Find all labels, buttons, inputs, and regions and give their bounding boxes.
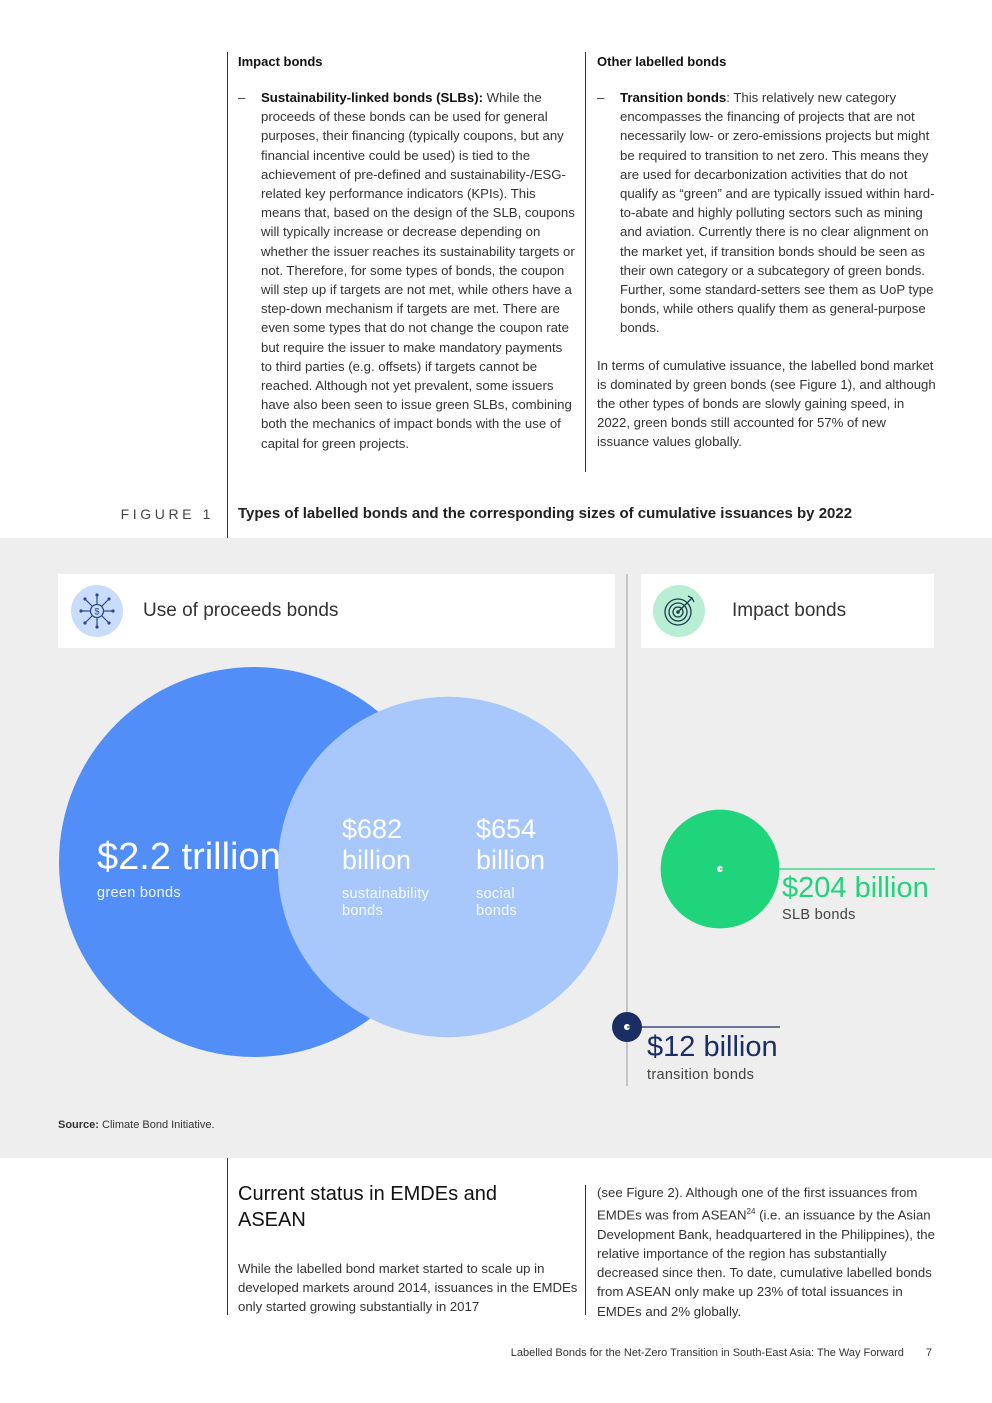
- left-column-rule: [227, 52, 228, 538]
- right-column-rule: [585, 52, 586, 472]
- right-column-heading: Other labelled bonds: [597, 54, 727, 69]
- source-text: Climate Bond Initiative.: [98, 1119, 215, 1131]
- slb-term: Sustainability-linked bonds (SLBs):: [261, 90, 484, 105]
- lower-right-rule: [585, 1185, 586, 1315]
- sustainability-bonds-value: $682 billion: [342, 814, 412, 875]
- transition-bullet: [597, 88, 937, 338]
- social-bonds-name: social bonds: [476, 886, 518, 919]
- transition-term: Transition bonds: [620, 90, 727, 105]
- svg-text:$: $: [94, 606, 100, 617]
- use-of-proceeds-label: Use of proceeds bonds: [143, 600, 339, 621]
- lower-right-text-1: (see Figure 2). Although one of the first issuances from EMDEs was from ASEAN: [597, 1185, 918, 1223]
- footnote-ref: 24: [746, 1207, 756, 1217]
- source-label: Source:: [58, 1119, 99, 1131]
- page-footer: [511, 1347, 932, 1359]
- transition-bonds-name: transition bonds: [647, 1067, 755, 1083]
- figure-title: Types of labelled bonds and the corresponding sizes of cumulative issuances by 2022: [238, 505, 853, 522]
- section-heading: Current status in EMDEs and ASEAN: [238, 1183, 497, 1231]
- footer-title-bold: Labelled Bonds for the Net-Zero Transition in South-East Asia:: [510, 1347, 815, 1359]
- lower-right-text-2: (i.e. an issuance by the Asian Development Bank, headquartered in the Philippines), the relative importance of the region has substantially decreased since then. To date, cumulative labelled bonds from ASEAN only make up 23% of total issuances in EMDEs and 2% globally.: [597, 1207, 935, 1319]
- page-number: 7: [925, 1347, 932, 1359]
- transition-bonds-label: [647, 1032, 778, 1084]
- social-bonds-label: [476, 814, 576, 920]
- right-column: [597, 54, 937, 452]
- left-column: [238, 54, 576, 453]
- green-bonds-label: [97, 837, 281, 902]
- footer-title-rest: The Way Forward: [814, 1347, 904, 1359]
- slb-description: While the proceeds of these bonds can be used for general purposes, their financing (typically coupons, but any financial incentive could be used) is tied to the achievement of pre-defined and sustainability-/ESG-related key performance indicators (KPIs). This means that, based on the design of the SLB, coupons will typically increase or decrease depending on whether the issuer reaches its sustainability targets or not. Therefore, for some types of bonds, the coupon will step up if targets are not met, while others have a step-down mechanism if targets are met. There are even some types that do not change the coupon rate but require the issuer to make mandatory payments to third parties (e.g. offsets) if targets cannot be reached. Although not yet prevalent, some issuers have also been seen to issue green SLBs, combining both the mechanics of impact bonds with the use of capital for green projects.: [261, 90, 575, 451]
- transition-bonds-value: $12 billion: [647, 1031, 778, 1063]
- sustainability-bonds-label: [342, 814, 460, 920]
- impact-bonds-label: Impact bonds: [732, 600, 847, 621]
- green-bonds-name: green bonds: [97, 885, 181, 901]
- left-column-heading: Impact bonds: [238, 54, 323, 69]
- slb-bonds-name: SLB bonds: [782, 907, 856, 923]
- bullet-dash: –: [597, 90, 605, 105]
- lower-left-rule: [227, 1158, 228, 1315]
- figure-label: FIGURE 1: [120, 506, 214, 522]
- sustainability-bonds-name: sustainability bonds: [342, 886, 430, 919]
- slb-bonds-label: [782, 873, 929, 924]
- lower-right-paragraph: [597, 1183, 937, 1321]
- social-bonds-value: $654 billion: [476, 814, 546, 875]
- slb-bullet: [238, 88, 576, 453]
- transition-description: : This relatively new category encompasses the financing of projects that are not necessarily low- or zero-emissions projects but might be required to transition to net zero. This means they are used for decarbonization activities that do not qualify as “green” and are typically issued within hard-to-abate and highly polluting sectors such as mining and aviation. Currently there is no clear alignment on the market yet, if transition bonds should be seen as their own category or a subcategory of green bonds. Further, some standard-setters see them as UoP type bonds, while others qualify them as general-purpose bonds.: [620, 90, 935, 336]
- lower-left-paragraph: While the labelled bond market started to scale up in developed markets around 2014, issuances in the EMDEs only started growing substantially in 2017: [238, 1261, 578, 1315]
- figure-source: [58, 1119, 215, 1131]
- bullet-dash: –: [238, 90, 246, 105]
- green-bonds-value: $2.2 trillion: [97, 836, 281, 878]
- slb-bonds-value: $204 billion: [782, 872, 929, 904]
- issuance-paragraph: In terms of cumulative issuance, the labelled bond market is dominated by green bonds (see Figure 1), and although the other types of bonds are slowly gaining speed, in 2022, green bonds still accounted for 57% of new issuance values globally.: [597, 357, 936, 450]
